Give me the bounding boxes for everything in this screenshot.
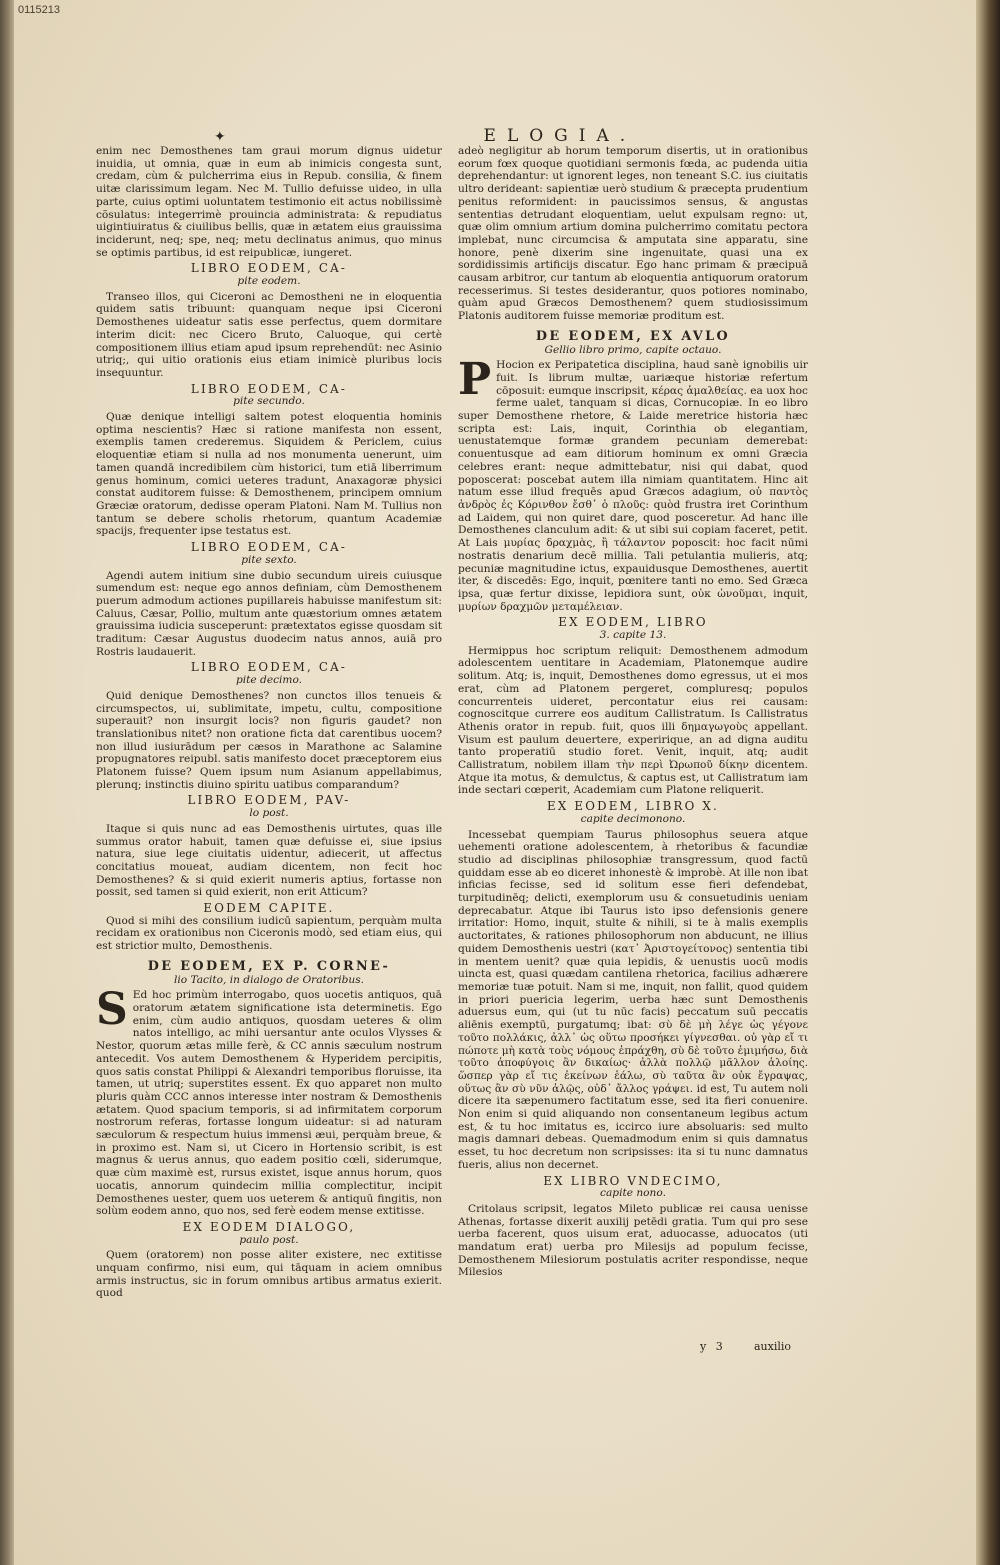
section-subheading: pite secundo. bbox=[233, 395, 305, 408]
paragraph-text: Hocion ex Peripatetica disciplina, haud sanè ignobilis uir fuit. Is librum multæ, uariæque historiæ refertum cōposuit: eumque inscripsit, κέρας ἀμαλθείας. ea uox hoc ferme ualet, tanquam si dicas, Cornucopiæ. In eo libro super Demosthene rhetore, & Laide meretrice historia hæc scripta est: Lais, inquit, Corinthia ob elegantiam, uenustatemque formæ grandem pecuniam demerebat: conuentusque ad eam ditiorum hominum ex omni Græcia celebres erant: neque admittebatur, nisi qui dabat, quod poposcerat: poscebat autem illa nimiam quantitatem. Hinc ait natum esse illud frequēs apud Græcos adagium, οὐ παντὸς ἀνδρὸς ἐς Κόρινθον ἔσθ᾽ ὁ πλοῦς: quòd frustra iret Corinthum ad Laidem, qui non quiret dare, quod posceretur. Ad hanc ille Demosthenes clanculum adit: & ut sibi sui copiam faceret, petit. At Lais μυρίας δραχμὰς, ἢ τάλαντον poposcit: hoc facit nūmi nostratis denarium decē millia. Tali petulantia mulieris, atq; pecuniæ magnitudine ictus, expauidusque Demosthenes, auertit iter, & discedēs: Ego, inquit, pœnitere tanti no emo. Sed Græca ipsa, quæ fertur dixisse, lepidiora sunt, οὐκ ὠνοῦμαι, inquit, μυρίων δραχμῶν μεταμέλειαν. bbox=[458, 359, 808, 613]
right-column bbox=[458, 145, 808, 1279]
section-heading-major: DE EODEM, EX P. CORNE- bbox=[147, 958, 391, 974]
paragraph: Quem (oratorem) non posse aliter existere, nec extitisse unquam confirmo, nisi eum, qui tāquam in aciem omnibus armis instructus, sic in forum omnibus artibus armatus exierit. quod bbox=[96, 1249, 442, 1300]
catchword: auxilio bbox=[754, 1340, 792, 1353]
section-subheading: 3. capite 13. bbox=[599, 629, 667, 642]
section-heading: EODEM CAPITE. bbox=[203, 901, 335, 916]
paragraph: Incessebat quempiam Taurus philosophus seuera atque uehementi oratione adolescentem, à rhetoribus & facundiæ studio ad disciplinas philosophiæ transgressum, quod factū quiddam esse ab eo diceret inhonestè & improbè. At ille non ibat inficias fecisse, sed id solitum esse fieri defendebat, turpitudinēq; delicti, exemplorum usu & consuetudinis ueniam deprecabatur. Atque ibi Taurus isto ipso defensionis genere irritatior: Homo, inquit, stulte & nihili, si te à malis exemplis auctoritates, & rationes philosophorum non abducunt, ne illius quidem Demosthenis uestri (κατ᾽ Ἀριστογείτονος) sententia tibi in mentem uenit? quæ quia lepidis, & uenustis uocū modis uincta est, quasi quædam cantilena rhetorica, facilius adhærere memoriæ tuæ potuit. Nam si me, inquit, non fallit, quod quidem in priori puericia legerim, uerba hæc sunt Demosthenis aduersus eum, qui (ut tu nūc facis) peccatum suū peccatis aliēnis exemptū, purgatumq; ibat: σὺ δὲ μὴ λέγε ὡς γέγονε τοῦτο πολλάκις, ἀλλ᾽ ὡς οὕτω προσήκει γίγνεσθαι. οὐ γὰρ εἴ τι πώποτε μὴ κατὰ τοὺς νόμους ἐπράχθη, σὺ δὲ τοῦτο ἐμιμήσω, διὰ τοῦτο ἀποφύγοις ἂν δικαίως· ἀλλὰ πολλῷ μᾶλλον ἁλοίης. ὥσπερ γὰρ εἴ τις ἐκείνων ἑάλω, σὺ ταῦτα ἂν οὐκ ἔγραψας, οὕτως ἂν σὺ νῦν ἁλῷς, οὐδ᾽ ἄλλος γράψει. id est, Tu autem noli dicere ita sæpenumero factitatum esse, sed ita fieri conuenire. Non enim si quid aliquando non consentaneum legibus actum est, & tu hoc imitatus es, iccirco iure absoluaris: sed multo magis damnari debeas. Quemadmodum enim si quis damnatus esset, tu hoc decretum non scripsisses: ita si tu nunc damnatus fueris, alius non decernet. bbox=[458, 828, 808, 1171]
section-heading: EX LIBRO VNDECIMO, bbox=[543, 1173, 723, 1188]
section-heading: EX EODEM, LIBRO X. bbox=[547, 799, 719, 814]
paragraph: Hermippus hoc scriptum reliquit: Demosthenem admodum adolescentem uentitare in Academiam, Platonemque audire solitum. Atq; is, inquit, Demosthenes domo egressus, ut ei mos erat, cùm ad Platonem pergeret, compluresq; populos concurrenteis uideret, percontatur eius rei causam: cognoscitque currere eos auditum Callistratum. Is Callistratus Athenis orator in repub. fuit, quos illi δημαγωγοὺς appellant. Visum est paulum deuertere, experirique, an ad digna auditu tanto properatiū studio foret. Venit, inquit, atq; audit Callistratum, nobilem illam τὴν περὶ Ὠρωποῦ δίκην dicentem. Atque ita motus, & demulctus, & captus est, ut Callistratum iam inde sectari cœperit, Academiam cum Platone reliquerit. bbox=[458, 644, 808, 797]
section-subheading: capite decimonono. bbox=[580, 812, 686, 825]
binding-shadow-left bbox=[0, 0, 14, 1565]
paragraph: Agendi autem initium sine dubio secundum uireis cuiusque sumendum est: neque ego annos definiam, cùm Demosthenem puerum admodum actiones pupillareis habuisse manifestum sit: Caluus, Cæsar, Pollio, multum ante quæstorium omnes ætatem grauissima iudicia susceperunt: prætextatos egisse quosdam sit traditum: Cæsar Augustus duodecim natus annos, auiā pro Rostris laudauerit. bbox=[96, 569, 442, 658]
signature-mark: y 3 bbox=[700, 1340, 726, 1353]
folio-number: 0115213 bbox=[18, 4, 61, 16]
drop-cap: S bbox=[96, 984, 128, 1036]
section-heading: LIBRO EODEM, CA- bbox=[190, 381, 348, 396]
paragraph: Critolaus scripsit, legatos Mileto publicæ rei causa uenisse Athenas, fortasse dixerit auxilij petēdi gratia. Tum qui pro sese uerba facerent, quos uisum erat, aduocasse, aduocatos (uti mandatum erat) uerba pro Milesijs ad populum fecisse, Demosthenem Milesiorum postulatis acriter respondisse, neque Milesios bbox=[458, 1202, 808, 1279]
section-subheading: pite sexto. bbox=[241, 553, 297, 566]
paragraph bbox=[96, 984, 442, 1218]
book-page bbox=[14, 0, 976, 1565]
section-subheading: capite nono. bbox=[600, 1187, 666, 1200]
section-heading: LIBRO EODEM, CA- bbox=[190, 660, 348, 675]
drop-cap: P bbox=[458, 354, 492, 406]
section-subheading: Gellio libro primo, capite octauo. bbox=[544, 343, 722, 356]
section-heading: LIBRO EODEM, CA- bbox=[190, 261, 348, 276]
paragraph: Itaque si quis nunc ad eas Demosthenis uirtutes, quas ille summus orator habuit, tamen quæ defuisse ei, siue ipsius natura, siue lege ciuitatis uidentur, adiecerit, ut affectus concitatius moueat, audiam dicentem, non fecit hoc Demosthenes? & si quid exierit numeris aptius, fortasse non possit, sed tamen si quid exierit, non erit Atticum? bbox=[96, 822, 442, 899]
section-heading: LIBRO EODEM, PAV- bbox=[187, 793, 351, 808]
paragraph-text: Ed hoc primùm interrogabo, quos uocetis antiquos, quā oratorum ætatem significatione ista determinetis. Ego enim, cùm audio antiquos, quosdam ueteres & olim natos intelligo, ac mihi uersantur ante oculos Vlysses & Nestor, quorum ætas mille ferè, & CC annis sæculum nostrum antecedit. Vos autem Demosthenem & Hyperidem percipitis, quos satis constat Philippi & Alexandri temporibus floruisse, ita tamen, ut utriq; superstites essent. Ex quo apparet non multo pluris quàm CCC annos interesse inter nostram & Demosthenis ætatem. Quod spacium temporis, si ad infirmitatem corporum nostrorum referas, fortasse longum uideatur: si ad naturam sæculorum & respectum huius immensi æui, perquàm breue, & in proximo est. Nam si, ut Cicero in Hortensio scribit, is est magnus & uerus annus, quo eadem positio cœli, siderumque, quæ cùm maximè est, rursus existet, isque annus horum, quos uocatis, annorum quindecim millia complectitur, incipit Demosthenes uester, quem uos ueterem & antiquū fingitis, non solùm eodem anno, quo nos, sed ferè eodem mense extitisse. bbox=[96, 989, 442, 1218]
running-head bbox=[214, 126, 774, 146]
section-subheading: pite decimo. bbox=[235, 674, 303, 687]
section-subheading: lio Tacito, in dialogo de Oratoribus. bbox=[173, 973, 365, 986]
paragraph: enim nec Demosthenes tam graui morum dignus uidetur inuidia, ut omnia, quæ in eum ab inimicis congesta sunt, credam, cùm & pulcherrima eius in Repub. consilia, & finem uitæ clarissimum legam. Nec M. Tullio defuisse uideo, in ulla parte, cuius optimi uoluntatem testimonio eit actus nobilissimè cõsulatus: integerrimè prouincia administrata: & repudiatus uigintiuiratus & ciuilibus bellis, quæ in ætatem eius grauissima inciderunt, neq; spe, neq; metu declinatus animus, quo minus se optimis partibus, id est reipublicæ, iungeret. bbox=[96, 145, 442, 259]
paragraph bbox=[458, 354, 808, 613]
left-column bbox=[96, 145, 442, 1300]
paragraph: Quæ denique intelligi saltem potest eloquentia hominis optima nescientis? Hæc si ratione manifesta non essent, exemplis tamen crederemus. Siquidem & Periclem, cuius eloquentiæ etiam si nulla ad nos monumenta uenerunt, uim tamen quandā incredibilem cùm historici, tum etiā liberrimum genus hominum, comici ueteres tradunt, Anaxagoræ physici constat auditorem fuisse: & Demosthenem, principem omnium Græciæ oratorum, dedisse operam Platoni. Nam M. Tullius non tantum se debere scholis rhetorum, quantum Academiæ spacijs, frequenter ipse testatus est. bbox=[96, 411, 442, 538]
section-subheading: paulo post. bbox=[239, 1233, 299, 1246]
paragraph: Quid denique Demosthenes? non cunctos illos tenueis & circumspectos, ui, sublimitate, impetu, cultu, compositione superauit? non insurgit locis? non figuris gaudet? non translationibus nitet? non oratione ficta dat carentibus uocem? non illud iusiurādum per cæsos in Marathone ac Salamine propugnatores reipubl. satis manifesto docet præceptorem eius Platonem fuisse? Quem ipsum num Asianum appellabimus, plerunq; instinctis diuino spiritu uatibus comparandum? bbox=[96, 689, 442, 791]
section-subheading: lo post. bbox=[249, 807, 289, 820]
section-subheading: pite eodem. bbox=[237, 275, 301, 288]
section-heading: LIBRO EODEM, CA- bbox=[190, 540, 348, 555]
section-heading: EX EODEM DIALOGO, bbox=[182, 1219, 356, 1234]
section-heading-major: DE EODEM, EX AVLO bbox=[535, 328, 731, 344]
paragraph: Quod si mihi des consilium iudicū sapientum, perquàm multa recidam ex orationibus non Ciceronis modò, sed etiam eius, qui est strictior multo, Demosthenis. bbox=[96, 914, 442, 953]
section-heading: EX EODEM, LIBRO bbox=[558, 615, 708, 630]
paragraph: Transeo illos, qui Ciceroni ac Demostheni ne in eloquentia quidem satis tribuunt: quanquam neque ipsi Ciceroni Demosthenes uideatur satis esse perfectus, quem dormitare interim dicit: nec Cicero Bruto, Caluoque, qui certè compositionem illius etiam apud ipsum reprehendūt: nec Asinio utriq;, qui uitio orationis eius etiam inimicè pluribus locis insequuntur. bbox=[96, 290, 442, 379]
fleuron-icon: ✦ bbox=[214, 129, 226, 145]
binding-shadow-right bbox=[976, 0, 1000, 1565]
paragraph: adeò negligitur ab horum temporum disertis, ut in orationibus eorum fœx quoque quotidiani sermonis fœda, ac pudenda uitia deprehendantur: ut ignorent leges, non teneant S.C. ius ciuitatis ultro derideant: sapientiæ uerò studium & præcepta prudentium penitus reformident: in paucissimos sensus, & angustas sententias detrudant eloquentiam, uelut expulsam regno: ut, quæ olim omnium artium domina pulcherrimo comitatu pectora implebat, nunc circumcisa & amputata sine apparatu, sine honore, penè dixerim sine ingenuitate, quasi una ex sordidissimis artificijs discatur. Ego hanc primam & præcipuā causam arbitror, cur tantum ab eloquentia antiquorum oratorum recesserimus. Si testes desiderantur, quos potiores nominabo, quàm apud Græcos Demosthenem? quem studiosissimum Platonis auditorem fuisse memoriæ proditum est. bbox=[458, 145, 808, 323]
running-head-title: ELOGIA. bbox=[483, 126, 637, 146]
